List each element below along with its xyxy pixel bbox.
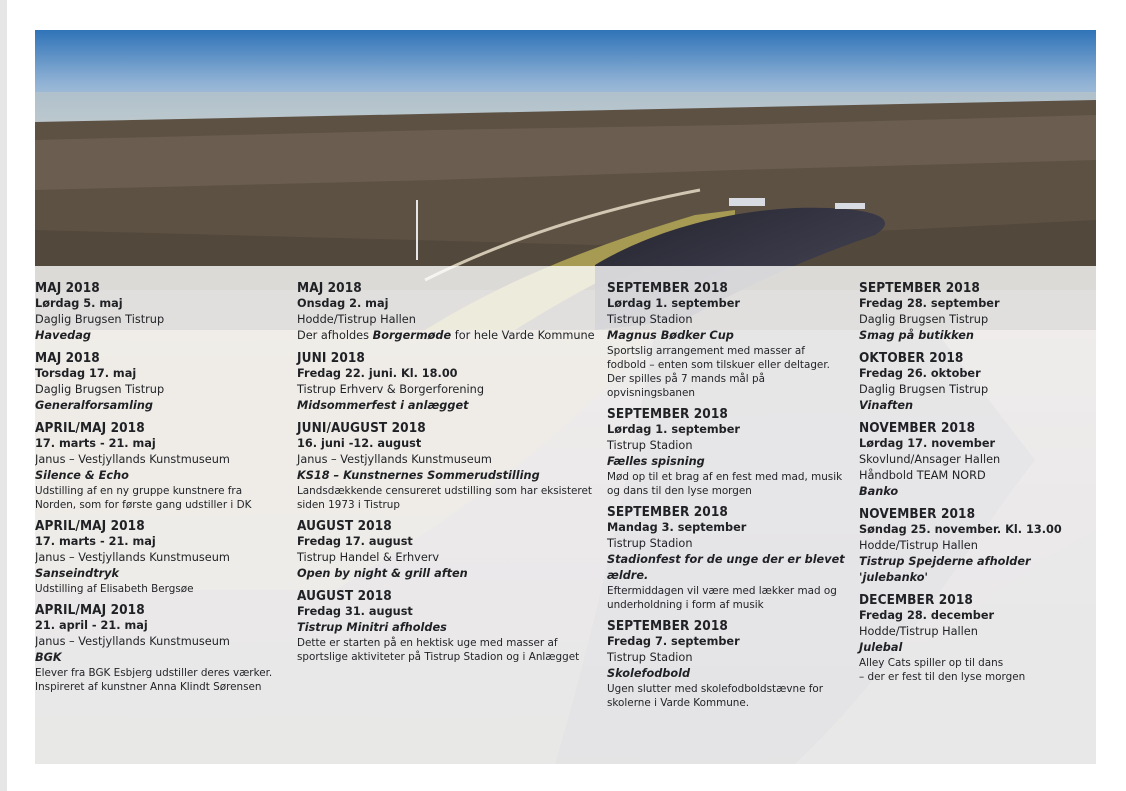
event-place: Janus – Vestjyllands Kunstmuseum bbox=[35, 551, 230, 564]
event-place: Daglig Brugsen Tistrup bbox=[35, 383, 165, 396]
event-entry bbox=[607, 504, 847, 612]
event-heading: APRIL/MAJ 2018 bbox=[35, 420, 145, 436]
event-place: Hodde/Tistrup Hallen bbox=[859, 625, 978, 638]
event-title: Fælles spisning bbox=[607, 455, 705, 468]
event-date: 17. marts - 21. maj bbox=[35, 437, 156, 450]
event-entry bbox=[297, 350, 597, 414]
event-title: Tistrup Minitri afholdes bbox=[297, 621, 447, 634]
footbridge-left bbox=[729, 198, 765, 206]
event-heading: SEPTEMBER 2018 bbox=[607, 504, 728, 520]
event-date: Fredag 22. juni. Kl. 18.00 bbox=[297, 367, 458, 380]
event-heading: APRIL/MAJ 2018 bbox=[35, 602, 145, 618]
event-title: Vinaften bbox=[859, 399, 914, 412]
event-date: Fredag 26. oktober bbox=[859, 367, 981, 380]
event-title: Stadionfest for de unge der er blevet ældre. bbox=[607, 553, 845, 582]
event-entry bbox=[859, 592, 1091, 684]
event-date: 17. marts - 21. maj bbox=[35, 535, 156, 548]
event-title: Smag på butikken bbox=[859, 329, 974, 342]
event-entry bbox=[35, 602, 279, 694]
page-edge bbox=[0, 0, 7, 791]
event-title: Generalforsamling bbox=[35, 399, 153, 412]
event-heading: SEPTEMBER 2018 bbox=[607, 618, 728, 634]
event-heading: SEPTEMBER 2018 bbox=[607, 406, 728, 422]
event-place: Tistrup Stadion bbox=[607, 537, 693, 550]
event-title: Midsommerfest i anlægget bbox=[297, 399, 469, 412]
event-description: Udstilling af en ny gruppe kunstnere fra Norden, som for første gang udstiller i DK bbox=[35, 485, 252, 511]
event-description: Ugen slutter med skolefodboldstævne for skolerne i Varde Kommune. bbox=[607, 683, 824, 709]
event-date: Lørdag 1. september bbox=[607, 297, 740, 310]
event-heading: JUNI 2018 bbox=[297, 350, 365, 366]
events-column-1 bbox=[35, 280, 279, 700]
event-date: Lørdag 17. november bbox=[859, 437, 996, 450]
event-date: Mandag 3. september bbox=[607, 521, 747, 534]
event-title: Banko bbox=[859, 485, 899, 498]
event-description: Mød op til et brag af en fest med mad, musik og dans til den lyse morgen bbox=[607, 471, 843, 497]
event-heading: JUNI/AUGUST 2018 bbox=[297, 420, 426, 436]
brochure-page bbox=[35, 30, 1096, 764]
event-heading: SEPTEMBER 2018 bbox=[607, 280, 728, 296]
event-description: Elever fra BGK Esbjerg udstiller deres værker. Inspireret af kunstner Anna Klindt Sørensen bbox=[35, 667, 273, 693]
event-place: Janus – Vestjyllands Kunstmuseum bbox=[35, 635, 230, 648]
event-date: 21. april - 21. maj bbox=[35, 619, 148, 632]
event-date: Lørdag 1. september bbox=[607, 423, 740, 436]
event-date: Fredag 28. september bbox=[859, 297, 1000, 310]
event-date: Søndag 25. november. Kl. 13.00 bbox=[859, 523, 1062, 536]
event-title: Open by night & grill aften bbox=[297, 567, 468, 580]
event-date: Lørdag 5. maj bbox=[35, 297, 123, 310]
event-heading: NOVEMBER 2018 bbox=[859, 506, 976, 522]
event-heading: NOVEMBER 2018 bbox=[859, 420, 976, 436]
event-title: Sanseindtryk bbox=[35, 567, 120, 580]
event-title: BGK bbox=[35, 651, 62, 664]
event-entry bbox=[297, 518, 597, 582]
event-entry bbox=[297, 420, 597, 512]
event-entry bbox=[297, 588, 597, 664]
event-title: Silence & Echo bbox=[35, 469, 129, 482]
event-place: Daglig Brugsen Tistrup bbox=[859, 313, 989, 326]
event-note bbox=[297, 328, 597, 344]
event-entry bbox=[297, 280, 597, 344]
event-heading: DECEMBER 2018 bbox=[859, 592, 973, 608]
event-date: 16. juni -12. august bbox=[297, 437, 422, 450]
event-heading: MAJ 2018 bbox=[35, 350, 100, 366]
event-description: Eftermiddagen vil være med lækker mad og underholdning i form af musik bbox=[607, 585, 837, 611]
event-entry bbox=[607, 618, 847, 710]
event-place: Daglig Brugsen Tistrup bbox=[35, 313, 165, 326]
event-entry bbox=[859, 506, 1091, 586]
event-place: Hodde/Tistrup Hallen bbox=[297, 313, 416, 326]
event-entry bbox=[35, 350, 279, 414]
event-title: Magnus Bødker Cup bbox=[607, 329, 734, 342]
event-title: Havedag bbox=[35, 329, 91, 342]
event-entry bbox=[859, 280, 1091, 344]
event-title: Julebal bbox=[859, 641, 903, 654]
event-entry bbox=[859, 420, 1091, 500]
event-place: Skovlund/Ansager Hallen bbox=[859, 453, 1001, 466]
event-description: Sportslig arrangement med masser af fodbold – enten som tilskuer eller deltager. Der spilles på 7 mands mål på opvisningsbanen bbox=[607, 345, 830, 399]
event-heading: AUGUST 2018 bbox=[297, 518, 392, 534]
event-note-highlight: Borgermøde bbox=[372, 329, 452, 342]
footbridge-right bbox=[835, 203, 865, 209]
event-entry bbox=[35, 420, 279, 512]
event-note-lead: Der afholdes bbox=[297, 329, 373, 342]
events-column-4 bbox=[859, 280, 1091, 690]
event-description: Landsdækkende censureret udstilling som har eksisteret siden 1973 i Tistrup bbox=[297, 485, 592, 511]
event-title: KS18 – Kunstnernes Sommerudstilling bbox=[297, 469, 540, 482]
event-heading: APRIL/MAJ 2018 bbox=[35, 518, 145, 534]
event-place: Daglig Brugsen Tistrup bbox=[859, 383, 989, 396]
event-heading: OKTOBER 2018 bbox=[859, 350, 964, 366]
event-place: Tistrup Erhverv & Borgerforening bbox=[297, 383, 485, 396]
event-place: Hodde/Tistrup Hallen bbox=[859, 539, 978, 552]
event-place: Tistrup Stadion bbox=[607, 439, 693, 452]
event-note-tail: for hele Varde Kommune bbox=[451, 329, 595, 342]
event-entry bbox=[607, 406, 847, 498]
event-date: Onsdag 2. maj bbox=[297, 297, 389, 310]
event-heading: MAJ 2018 bbox=[297, 280, 362, 296]
event-place: Janus – Vestjyllands Kunstmuseum bbox=[35, 453, 230, 466]
events-column-3 bbox=[607, 280, 847, 716]
event-date: Fredag 31. august bbox=[297, 605, 413, 618]
event-title: Skolefodbold bbox=[607, 667, 691, 680]
event-entry bbox=[35, 280, 279, 344]
event-place: Tistrup Stadion bbox=[607, 651, 693, 664]
event-entry bbox=[35, 518, 279, 596]
event-heading: AUGUST 2018 bbox=[297, 588, 392, 604]
event-description: Dette er starten på en hektisk uge med masser af sportslige aktiviteter på Tistrup Stadion og i Anlægget bbox=[297, 637, 580, 663]
event-place: Tistrup Stadion bbox=[607, 313, 693, 326]
event-date: Fredag 28. december bbox=[859, 609, 995, 622]
event-entry bbox=[859, 350, 1091, 414]
event-place: Janus – Vestjyllands Kunstmuseum bbox=[297, 453, 492, 466]
event-description: Udstilling af Elisabeth Bergsøe bbox=[35, 583, 194, 595]
event-date: Fredag 7. september bbox=[607, 635, 740, 648]
event-title: Tistrup Spejderne afholder 'julebanko' bbox=[859, 555, 1031, 584]
event-heading: MAJ 2018 bbox=[35, 280, 100, 296]
event-organizer: Håndbold TEAM NORD bbox=[859, 469, 986, 482]
event-entry bbox=[607, 280, 847, 400]
event-heading: SEPTEMBER 2018 bbox=[859, 280, 980, 296]
events-column-2 bbox=[297, 280, 597, 670]
event-date: Torsdag 17. maj bbox=[35, 367, 137, 380]
event-place: Tistrup Handel & Erhverv bbox=[297, 551, 440, 564]
event-date: Fredag 17. august bbox=[297, 535, 413, 548]
event-description: Alley Cats spiller op til dans – der er fest til den lyse morgen bbox=[859, 657, 1026, 683]
